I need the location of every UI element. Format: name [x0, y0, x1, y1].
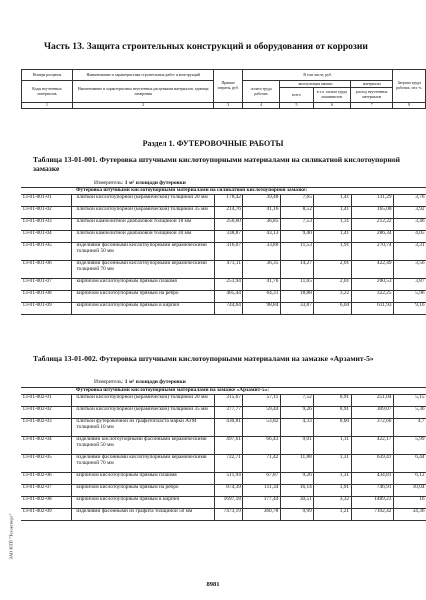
labor-pay: 71,42	[243, 454, 280, 472]
table-row	[21, 260, 426, 278]
side-publisher-text: ЗАО НТП "Техэксперт"	[8, 513, 14, 560]
rate-code: 13-01-001-02	[21, 206, 72, 218]
machine-total: 18,88	[280, 290, 314, 302]
direct-costs: 316,07	[214, 242, 243, 260]
table-row	[21, 496, 426, 508]
rate-code: 13-01-001-05	[21, 242, 72, 260]
labor-pay: 36,85	[243, 218, 280, 230]
materials-cost: 200,53	[351, 278, 393, 290]
direct-costs: 511,94	[214, 472, 243, 484]
labor-pay: 177,44	[243, 496, 280, 508]
table-row	[21, 206, 426, 218]
header-num: 1	[22, 103, 73, 109]
operator-pay: 0,60	[314, 418, 351, 436]
labor-pay: 59,44	[243, 406, 280, 418]
direct-costs: 405,44	[214, 290, 243, 302]
labor-pay: 39,48	[243, 194, 280, 206]
work-description: кирпичом кислотоупорным прямым в кирпич	[72, 302, 214, 314]
labor-hours: 3,76	[394, 194, 426, 206]
header-num: 2	[73, 103, 214, 109]
table1-measure-label: Измеритель:	[94, 180, 124, 186]
materials-cost: 131,29	[351, 194, 393, 206]
header-col6: в т.ч. оплата труда машинистов	[313, 88, 351, 103]
labor-hours: 5,96	[394, 290, 426, 302]
direct-costs: 178,42	[214, 194, 243, 206]
rate-code: 13-01-002-09	[21, 508, 72, 520]
labor-hours: 34,36	[393, 508, 426, 520]
table-row	[21, 194, 426, 206]
table2-title: Таблица 13-01-002. Футеровка штучными кислотоупорными материалами на замазке «Арзамит-5»	[33, 354, 374, 363]
operator-pay: 1,31	[314, 218, 351, 230]
work-description: плиткой кислотоупорной (керамической) толщиной 35 мм	[72, 406, 214, 418]
rate-code: 13-01-001-07	[21, 278, 72, 290]
table-row	[21, 278, 426, 290]
table-row	[21, 484, 426, 496]
table1-measure-value: 1 м² площади футеровки	[124, 180, 186, 186]
materials-cost: 434,81	[351, 472, 393, 484]
labor-pay: 43,13	[243, 230, 280, 242]
header-num: 7	[351, 103, 393, 109]
table2-measure-value: 1 м² площади футеровки	[124, 379, 186, 385]
header-num: 5	[280, 103, 313, 109]
table2-rates	[21, 387, 426, 521]
materials-cost: 270,74	[351, 242, 393, 260]
table-row	[21, 418, 426, 436]
labor-hours: 6,44	[393, 454, 426, 472]
labor-hours: 5,99	[393, 436, 426, 454]
operator-pay: 1,31	[314, 472, 351, 484]
materials-cost: 1489,23	[351, 496, 393, 508]
header-num: 3	[214, 103, 243, 109]
materials-cost: 372,66	[351, 418, 393, 436]
rate-code: 13-01-001-01	[21, 194, 72, 206]
operator-pay: 0,91	[314, 406, 351, 418]
materials-cost: 7102,42	[351, 508, 393, 520]
direct-costs: 1697,18	[214, 496, 243, 508]
operator-pay: 6,04	[314, 302, 351, 314]
direct-costs: 497,61	[214, 436, 243, 454]
operator-pay: 1,41	[314, 230, 351, 242]
labor-hours: 9,16	[394, 302, 426, 314]
materials-cost: 611,93	[351, 302, 393, 314]
labor-hours: 4,7	[393, 418, 426, 436]
table2-measure-label: Измеритель:	[94, 379, 124, 385]
header-col2-top: Наименование и характеристика строительных работ и конструкций	[73, 70, 214, 81]
labor-hours: 3,56	[394, 260, 426, 278]
materials-cost: 309,07	[351, 406, 393, 418]
header-col1-top: Номера расценок	[22, 70, 73, 81]
machine-total: 8,52	[280, 206, 314, 218]
labor-hours: 3,92	[394, 206, 426, 218]
header-materials: материалы	[351, 81, 393, 88]
column-header-table	[21, 69, 426, 109]
direct-costs: 214,76	[214, 206, 243, 218]
direct-costs: 473,11	[214, 260, 243, 278]
machine-total: 11,65	[280, 278, 314, 290]
machine-total: 9,26	[280, 406, 313, 418]
work-description: плиткой кислотоупорной (керамической) толщиной 20 мм	[72, 394, 214, 406]
work-description: изделиями кислотоупорными фасонными керамическими толщиной 50 мм	[72, 436, 214, 454]
labor-pay: 33,80	[243, 242, 280, 260]
table-row	[21, 394, 426, 406]
materials-cost: 422,17	[351, 436, 393, 454]
direct-costs: 874,39	[214, 484, 243, 496]
direct-costs: 7473,19	[214, 508, 243, 520]
labor-pay: 36,35	[243, 260, 280, 278]
machine-total: 7,53	[280, 218, 314, 230]
table1-subheader: Футеровка штучными кислотоупорными материалами на силикатной кислотоупорной замазке:	[72, 188, 426, 195]
work-description: кирпичом кислотоупорным прямым плашмя	[72, 278, 214, 290]
labor-pay: 64,31	[243, 290, 280, 302]
header-col8: Затраты труда рабочих, чел.-ч.	[393, 70, 426, 103]
rate-code: 13-01-002-02	[21, 406, 72, 418]
work-description: изделиями фасонными кислотоупорными керамическими толщиной 50 мм	[72, 242, 214, 260]
machine-total: 7,52	[280, 394, 313, 406]
operator-pay: 1,41	[314, 206, 351, 218]
header-including: В том числе, руб.	[242, 70, 392, 81]
materials-cost: 746,91	[351, 484, 393, 496]
rate-code: 13-01-002-05	[21, 454, 72, 472]
labor-hours: 16	[393, 496, 426, 508]
operator-pay: 1,31	[314, 454, 351, 472]
work-description: плиткой кислотоупорной (керамической) толщиной 20 мм	[72, 194, 214, 206]
table-row	[21, 454, 426, 472]
rate-code: 13-01-001-08	[21, 290, 72, 302]
section-title: Раздел 1. ФУТЕРОВОЧНЫЕ РАБОТЫ	[142, 139, 284, 148]
work-description: кирпичом кислотоупорным прямым в кирпич	[72, 496, 214, 508]
header-num: 6	[313, 103, 351, 109]
direct-costs: 722,71	[214, 454, 243, 472]
labor-pay: 41,76	[243, 278, 280, 290]
table-row	[21, 436, 426, 454]
rate-code: 13-01-002-07	[21, 484, 72, 496]
work-description: кирпичом кислотоупорным прямым на ребро	[72, 290, 214, 302]
work-description: плиткой кампелитной диабазовой толщиной 30 мм	[72, 230, 214, 242]
labor-pay: 111,34	[243, 484, 280, 496]
labor-hours: 3,46	[394, 218, 426, 230]
work-description: изделиями фасонными из графита толщиной 50 мм	[72, 508, 214, 520]
operator-pay: 2,01	[314, 278, 351, 290]
table-row	[21, 508, 426, 520]
header-col5: всего	[280, 88, 313, 103]
materials-cost: 286,34	[351, 230, 393, 242]
table2-body	[21, 394, 426, 520]
operator-pay: 1,91	[314, 484, 351, 496]
labor-pay: 53,82	[243, 418, 280, 436]
operator-pay: 1,41	[314, 194, 351, 206]
labor-pay: 67,87	[243, 472, 280, 484]
table-row	[21, 242, 426, 260]
header-col7: расход неучтенных материалов	[351, 88, 393, 103]
rate-code: 13-01-001-09	[21, 302, 72, 314]
header-col1-bottom: Коды неучтенных материалов	[22, 81, 73, 103]
labor-hours: 3,87	[394, 278, 426, 290]
machine-total: 16,14	[280, 484, 313, 496]
direct-costs: 315,67	[214, 394, 243, 406]
rate-code: 13-01-002-06	[21, 472, 72, 484]
rate-code: 13-01-002-04	[21, 436, 72, 454]
rate-code: 13-01-001-06	[21, 260, 72, 278]
work-description: кирпичом кислотоупорным прямым плашмя	[72, 472, 214, 484]
direct-costs: 256,60	[214, 218, 243, 230]
machine-total: 33,87	[280, 302, 314, 314]
table1-rates	[21, 187, 426, 315]
header-num: 4	[242, 103, 279, 109]
direct-costs: 377,77	[214, 406, 243, 418]
table-row	[21, 472, 426, 484]
header-exploitation: эксплуатация машин	[280, 81, 351, 88]
machine-total: 11,88	[280, 454, 313, 472]
operator-pay: 1,21	[314, 508, 351, 520]
header-col2-bottom: Наименование и характеристика неучтенных расценками материалов, единица измерения	[73, 81, 214, 103]
table2-measure	[94, 379, 186, 385]
side-publisher-note	[3, 476, 13, 596]
labor-pay: 57,11	[243, 394, 280, 406]
labor-hours: 6,12	[393, 472, 426, 484]
page-title: Часть 13. Защита строительных конструкций и оборудования от коррозии	[44, 41, 368, 52]
table-row	[21, 406, 426, 418]
rate-code: 13-01-002-01	[21, 394, 72, 406]
operator-pay: 3,22	[314, 290, 351, 302]
machine-total: 14,27	[280, 260, 314, 278]
rate-code: 13-01-001-03	[21, 218, 72, 230]
rate-code: 13-01-002-03	[21, 418, 72, 436]
work-description: изделиями фасонными кислотоупорными керамическими толщиной 70 мм	[72, 454, 214, 472]
operator-pay: 2,01	[314, 260, 351, 278]
machine-total: 11,53	[280, 242, 314, 260]
machine-total: 4,33	[280, 418, 313, 436]
direct-costs: 253,94	[214, 278, 243, 290]
labor-hours: 4,05	[394, 230, 426, 242]
direct-costs: 338,87	[214, 230, 243, 242]
work-description: кирпичом кислотоупорным прямым на ребро	[72, 484, 214, 496]
machine-total: 9,99	[280, 508, 313, 520]
machine-total: 9,40	[280, 230, 314, 242]
labor-pay: 66,43	[243, 436, 280, 454]
page-number: 8981	[206, 581, 220, 588]
header-col4: оплата труда рабочих	[242, 81, 279, 103]
table2-subheader: Футеровка штучными кислотоупорными материалами на замазке «Арзамит-5»:	[72, 388, 426, 395]
operator-pay: 1,91	[314, 242, 351, 260]
materials-cost: 212,22	[351, 218, 393, 230]
machine-total: 7,65	[280, 194, 314, 206]
labor-hours: 3,31	[394, 242, 426, 260]
table1-measure	[94, 180, 186, 186]
labor-pay: 98,84	[243, 302, 280, 314]
header-num: 8	[393, 103, 426, 109]
labor-hours: 10,04	[393, 484, 426, 496]
table-row	[21, 302, 426, 314]
rate-code: 13-01-002-08	[21, 496, 72, 508]
table1-title: Таблица 13-01-001. Футеровка штучными кислотоупорными материалами на силикатной кислотоупорной замазке	[33, 155, 400, 173]
table-row	[21, 290, 426, 302]
operator-pay: 3,32	[314, 496, 351, 508]
direct-costs: 430,81	[214, 418, 243, 436]
header-col3: Прямые затраты, руб.	[214, 70, 243, 103]
machine-total: 30,51	[280, 496, 313, 508]
materials-cost: 322,25	[351, 290, 393, 302]
rate-code: 13-01-001-04	[21, 230, 72, 242]
materials-cost: 251,04	[351, 394, 393, 406]
table-row	[21, 218, 426, 230]
table-row	[21, 230, 426, 242]
machine-total: 9,01	[280, 436, 313, 454]
materials-cost: 165,08	[351, 206, 393, 218]
labor-hours: 5,36	[393, 406, 426, 418]
operator-pay: 1,11	[314, 436, 351, 454]
work-description: плиткой кислотоупорной (керамической) толщиной 35 мм	[72, 206, 214, 218]
labor-pay: 360,78	[243, 508, 280, 520]
table1-body	[21, 194, 426, 314]
labor-hours: 5,15	[393, 394, 426, 406]
machine-total: 9,26	[280, 472, 313, 484]
labor-pay: 41,16	[243, 206, 280, 218]
work-description: изделиями фасонными кислотоупорными керамическими толщиной 70 мм	[72, 260, 214, 278]
materials-cost: 639,41	[351, 454, 393, 472]
operator-pay: 0,91	[314, 394, 351, 406]
materials-cost: 422,49	[351, 260, 393, 278]
work-description: плиткой кампелитной диабазовой толщиной 18 мм	[72, 218, 214, 230]
direct-costs: 744,64	[214, 302, 243, 314]
work-description: плиткой футеровочной из графитопласта марки АТМ толщиной 10 мм	[72, 418, 214, 436]
